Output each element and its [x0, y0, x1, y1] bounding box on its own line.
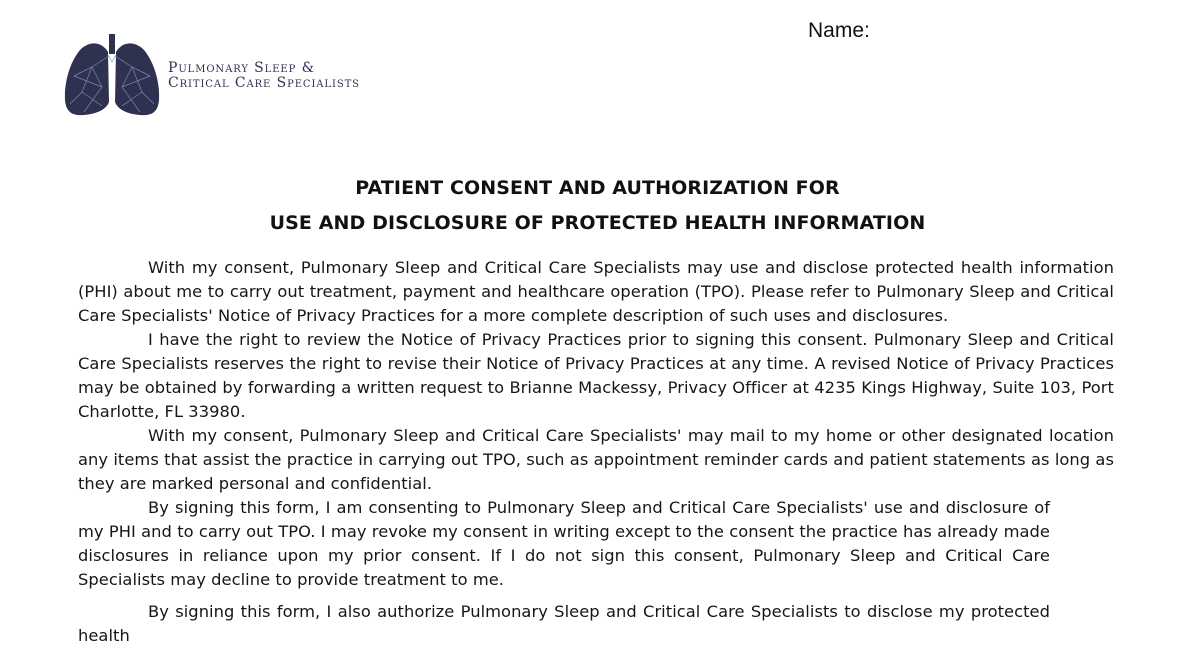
- document-title-line2: USE AND DISCLOSURE OF PROTECTED HEALTH INFORMATION: [269, 212, 926, 234]
- consent-paragraph: With my consent, Pulmonary Sleep and Critical Care Specialists may use and disclose protected health information (PHI) about me to carry out treatment, payment and healthcare operation (TPO). Please refer to Pulmonary Sleep and Critical Care Specialists' Notice of Privacy Practices for a more complete description of such uses and disclosures.: [78, 258, 1114, 325]
- consent-paragraph: With my consent, Pulmonary Sleep and Critical Care Specialists' may mail to my home or other designated location any items that assist the practice in carrying out TPO, such as appointment reminder cards and patient statements as long as they are marked personal and confidential.: [78, 426, 1114, 493]
- document-title-line1: PATIENT CONSENT AND AUTHORIZATION FOR: [355, 177, 840, 199]
- consent-paragraph: By signing this form, I also authorize Pulmonary Sleep and Critical Care Specialists to disclose my protected health: [78, 602, 1050, 645]
- consent-body: [78, 256, 1114, 648]
- practice-name: [168, 61, 360, 91]
- consent-paragraph: By signing this form, I am consenting to Pulmonary Sleep and Critical Care Specialists' use and disclosure of my PHI and to carry out TPO. I may revoke my consent in writing except to the consent the practice has already made disclosures in reliance upon my prior consent. If I do not sign this consent, Pulmonary Sleep and Critical Care Specialists may decline to provide treatment to me.: [78, 498, 1050, 589]
- name-field-label: Name:: [808, 19, 870, 42]
- practice-name-line1: Pulmonary Sleep &: [168, 60, 315, 76]
- practice-name-line2: Critical Care Specialists: [168, 75, 360, 91]
- practice-logo: [62, 32, 407, 120]
- lungs-icon: [62, 32, 162, 118]
- consent-paragraph: I have the right to review the Notice of Privacy Practices prior to signing this consent. Pulmonary Sleep and Critical Care Specialists reserves the right to revise their Notice of Privacy Practices at any time. A revised Notice of Privacy Practices may be obtained by forwarding a written request to Brianne Mackessy, Privacy Officer at 4235 Kings Highway, Suite 103, Port Charlotte, FL 33980.: [78, 330, 1114, 421]
